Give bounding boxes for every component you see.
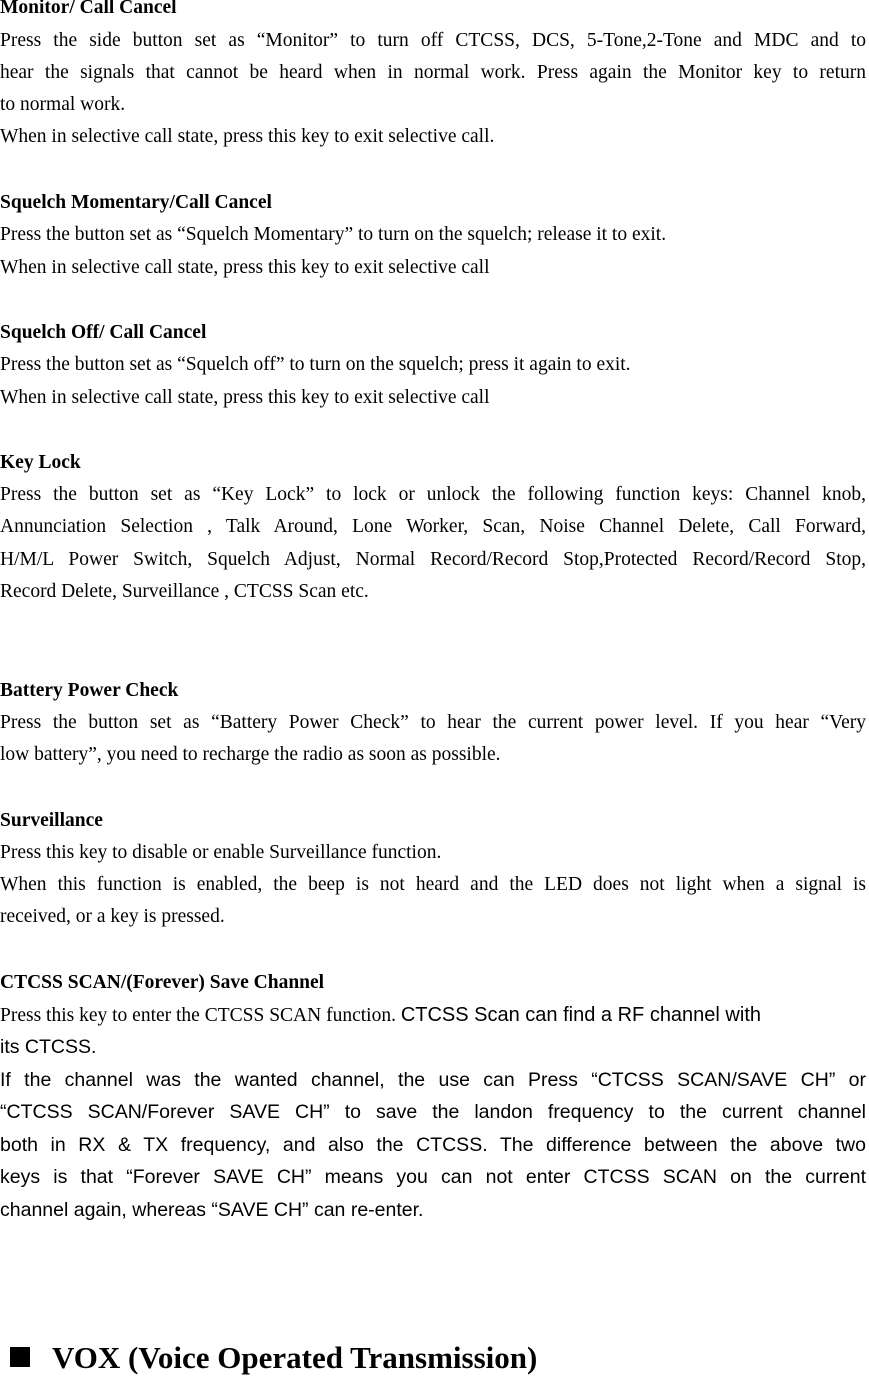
paragraph-line: its CTCSS. [0, 1036, 97, 1058]
section-heading-squelch-off: Squelch Off/ Call Cancel [0, 322, 207, 343]
paragraph-line: Press the button set as “Squelch off” to turn on the squelch; press it again to exit. [0, 354, 631, 375]
paragraph-line: “CTCSS SCAN/Forever SAVE CH” to save the landon frequency to the current channel [0, 1101, 866, 1123]
paragraph-line: Press the button set as “Key Lock” to lock or unlock the following function keys: Channel knob, [0, 484, 866, 505]
paragraph-line: When in selective call state, press this key to exit selective call. [0, 126, 495, 147]
paragraph-line: When in selective call state, press this key to exit selective call [0, 387, 490, 408]
section-heading-battery-power-check: Battery Power Check [0, 680, 179, 701]
paragraph-line: keys is that “Forever SAVE CH” means you can not enter CTCSS SCAN on the current [0, 1166, 866, 1188]
paragraph-line: H/M/L Power Switch, Squelch Adjust, Normal Record/Record Stop,Protected Record/Record Stop, [0, 549, 866, 570]
section-heading-squelch-momentary: Squelch Momentary/Call Cancel [0, 192, 272, 213]
vox-title-text: VOX (Voice Operated Transmission) [52, 1340, 538, 1375]
paragraph-line: both in RX & TX frequency, and also the CTCSS. The difference between the above two [0, 1134, 866, 1156]
paragraph-line: Press the side button set as “Monitor” to turn off CTCSS, DCS, 5-Tone,2-Tone and MDC and to [0, 30, 866, 51]
section-heading-ctcss-scan: CTCSS SCAN/(Forever) Save Channel [0, 972, 325, 993]
paragraph-line: Press the button set as “Squelch Momentary” to turn on the squelch; release it to exit. [0, 224, 667, 245]
paragraph-line: Record Delete, Surveillance , CTCSS Scan etc. [0, 581, 369, 602]
paragraph-line: Press the button set as “Battery Power Check” to hear the current power level. If you hear “Very [0, 712, 866, 733]
paragraph-text-sans: CTCSS Scan can find a RF channel with [400, 1004, 761, 1026]
section-heading-monitor: Monitor/ Call Cancel [0, 0, 177, 18]
section-heading-key-lock: Key Lock [0, 452, 81, 473]
paragraph-line: Annunciation Selection , Talk Around, Lone Worker, Scan, Noise Channel Delete, Call Forward, [0, 516, 866, 537]
paragraph-line: hear the signals that cannot be heard when in normal work. Press again the Monitor key to return [0, 62, 866, 83]
paragraph-line-mixed [0, 999, 866, 1032]
paragraph-line: Press this key to disable or enable Surveillance function. [0, 842, 442, 863]
vox-section-title [10, 1336, 537, 1380]
paragraph-line: When this function is enabled, the beep is not heard and the LED does not light when a signal is [0, 874, 866, 895]
paragraph-line: When in selective call state, press this key to exit selective call [0, 257, 490, 278]
paragraph-line: to normal work. [0, 94, 126, 115]
section-heading-surveillance: Surveillance [0, 810, 103, 831]
paragraph-line: channel again, whereas “SAVE CH” can re-enter. [0, 1199, 424, 1221]
paragraph-line: If the channel was the wanted channel, the use can Press “CTCSS SCAN/SAVE CH” or [0, 1069, 866, 1091]
paragraph-line: low battery”, you need to recharge the radio as soon as possible. [0, 744, 501, 765]
black-square-bullet-icon [10, 1347, 30, 1367]
paragraph-text-serif: Press this key to enter the CTCSS SCAN function. [0, 1005, 401, 1026]
paragraph-line: received, or a key is pressed. [0, 906, 225, 927]
